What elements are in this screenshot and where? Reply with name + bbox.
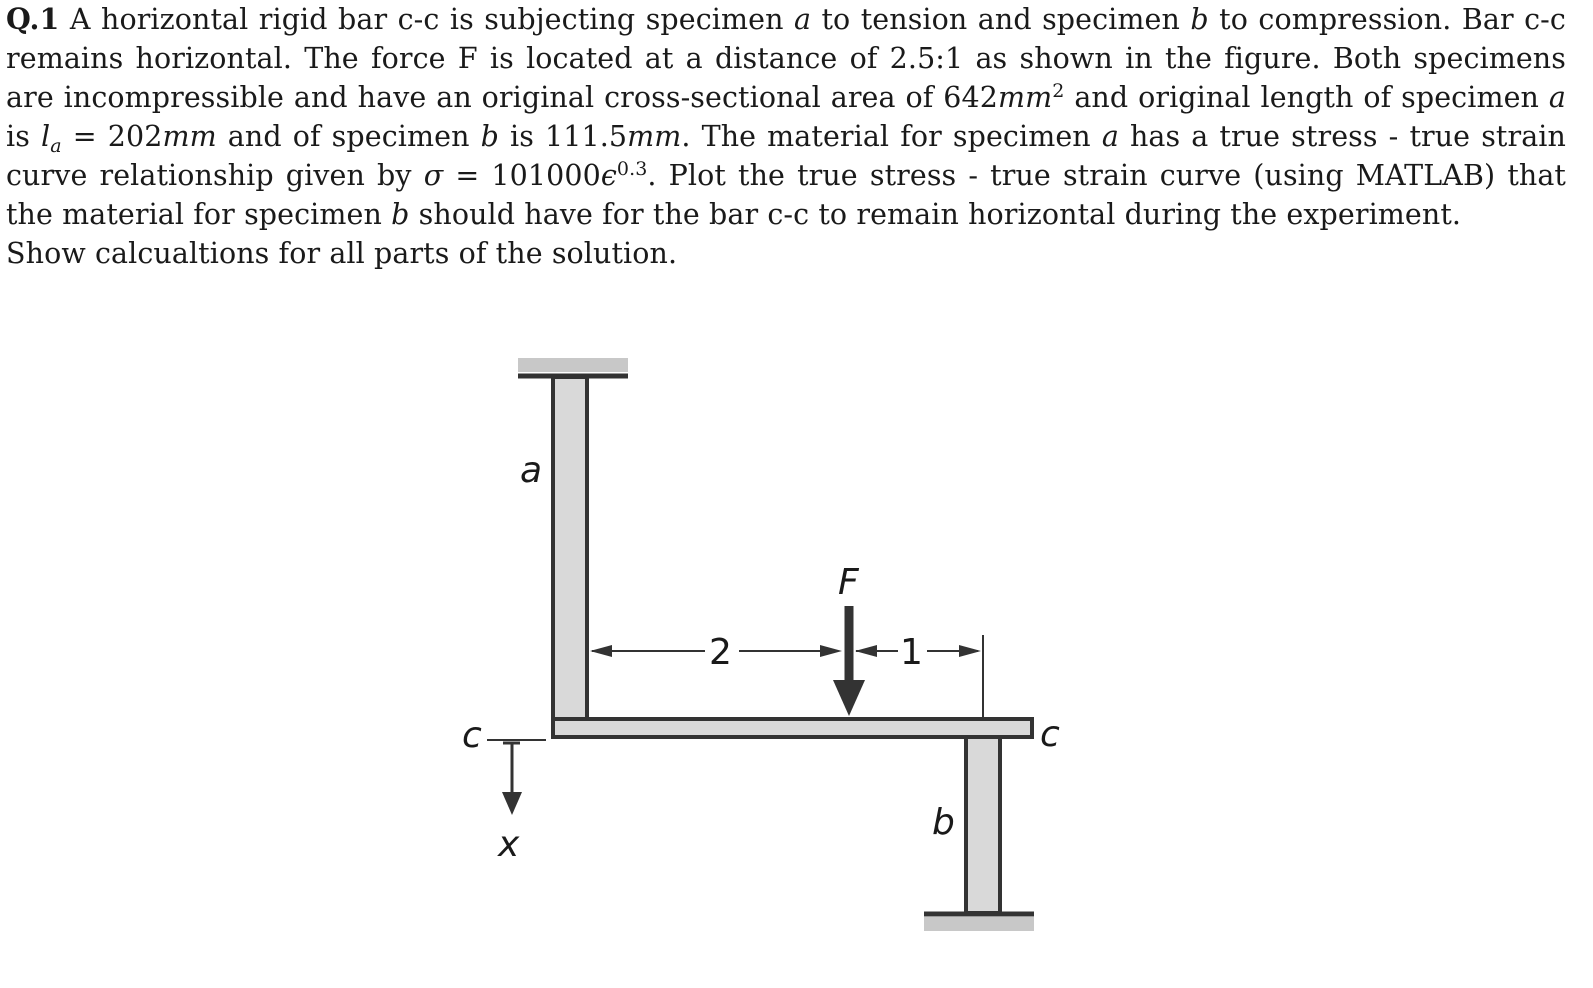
text-segment: and original length of specimen — [1074, 81, 1539, 114]
label-c-right: c — [1040, 714, 1060, 755]
specimen-symbol: b — [480, 120, 499, 153]
question-number: Q.1 — [6, 2, 60, 36]
text-segment: A horizontal rigid bar c-c is subjecting specimen — [69, 3, 784, 36]
text-segment: . The material for specimen — [681, 120, 1091, 153]
label-force-F: F — [838, 562, 859, 603]
specimen-symbol: a — [1101, 120, 1119, 153]
specimen-a — [553, 377, 587, 719]
text-segment: should have for the bar c-c to remain horizontal during the experiment. — [418, 198, 1462, 231]
force-arrow-head — [833, 680, 865, 716]
top-ground-support — [518, 358, 628, 372]
text-segment: is — [6, 120, 30, 153]
superscript: 2 — [1052, 80, 1065, 102]
label-specimen-a: a — [520, 450, 543, 491]
text-segment: to tension and specimen — [821, 3, 1180, 36]
text-segment: and of specimen — [227, 120, 470, 153]
dim-left-label: 2 — [709, 632, 732, 673]
dim-right-arrow-end — [959, 645, 981, 657]
specimen-symbol: a — [793, 3, 812, 36]
question-instruction: Show calcualtions for all parts of the solution. — [6, 237, 678, 270]
text-segment: . Plot the true stress - true strain curve (using MATLAB) that the material for specimen — [6, 159, 1566, 231]
epsilon-symbol: ϵ — [600, 159, 617, 192]
text-segment: to compression. Bar c-c remains horizontal. The force F is located at a distance of 2.5:1 as shown in the figure. Both specimens are incompressible and have an original cross-sectional area of 642 — [6, 3, 1566, 114]
bottom-ground-support — [924, 917, 1034, 931]
specimen-symbol: b — [1190, 3, 1209, 36]
dim-left-arrow-start — [590, 645, 612, 657]
x-arrow-head — [502, 792, 522, 815]
specimen-b — [966, 737, 1000, 913]
text-segment: = 202 — [72, 120, 163, 153]
text-segment: = 101000 — [455, 159, 601, 192]
unit-text: mm — [627, 120, 682, 153]
sigma-symbol: σ — [423, 159, 444, 192]
length-symbol: l — [41, 120, 51, 153]
label-x: x — [498, 824, 520, 865]
dim-right-arrow-start — [855, 645, 877, 657]
rigid-bar-cc — [553, 719, 1032, 737]
text-segment: is 111.5 — [510, 120, 628, 153]
label-c-left: c — [462, 715, 482, 756]
label-specimen-b: b — [932, 802, 955, 843]
superscript: 0.3 — [616, 158, 648, 180]
text-segment: has a true stress - true strain curve relationship given by — [6, 120, 1566, 192]
unit-text: mm — [997, 81, 1053, 114]
dim-left-arrow-end — [820, 645, 842, 657]
unit-text: mm — [162, 120, 217, 153]
subscript: a — [50, 135, 62, 157]
specimen-symbol: b — [391, 198, 410, 231]
dim-right-label: 1 — [900, 632, 923, 673]
specimen-symbol: a — [1548, 81, 1566, 114]
